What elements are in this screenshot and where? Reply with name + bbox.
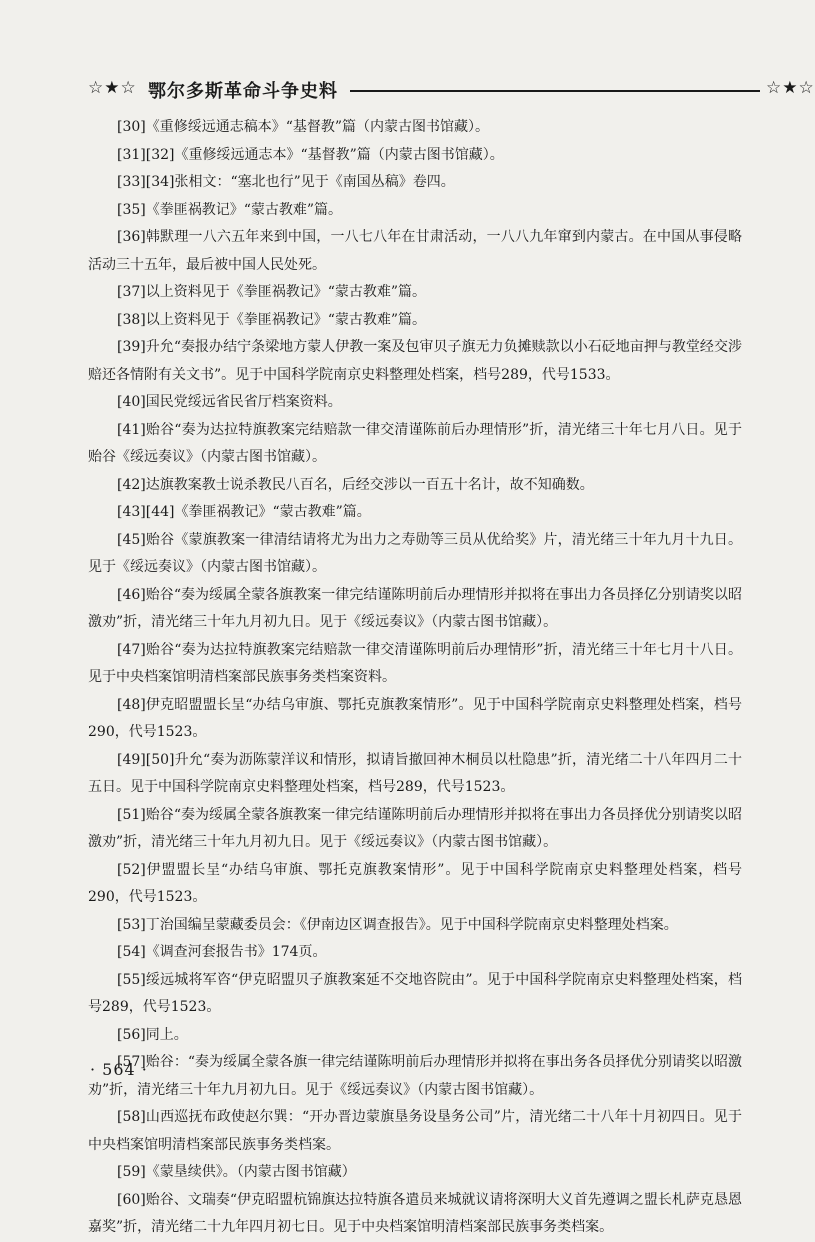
endnote: [37]以上资料见于《拳匪祸教记》“蒙古教难”篇。 bbox=[117, 284, 427, 300]
endnotes-list bbox=[88, 114, 742, 1242]
endnote: [55]绥远城将军咨“伊克昭盟贝子旗教案延不交地咨院由”。见于中国科学院南京史料整理处档案，档号289，代号1523。 bbox=[88, 971, 742, 1015]
endnote: [52]伊盟盟长呈“办结乌审旗、鄂托克旗教案情形”。见于中国科学院南京史料整理处档案，档号290，代号1523。 bbox=[88, 861, 742, 905]
endnote: [41]贻谷“奏为达拉特旗教案完结赔款一律交清谨陈前后办理情形”折，清光绪三十年七月八日。见于贻谷《绥远奏议》（内蒙古图书馆藏）。 bbox=[88, 421, 742, 465]
star-ornament-left-icon: ☆★☆ bbox=[88, 78, 137, 98]
endnote: [59]《蒙垦续供》。（内蒙古图书馆藏） bbox=[117, 1164, 356, 1180]
endnote: [36]韩默理一八六五年来到中国，一八七八年在甘肃活动，一八八九年窜到内蒙古。在中国从事侵略活动三十五年，最后被中国人民处死。 bbox=[88, 229, 742, 273]
header-title: 鄂尔多斯革命斗争史料 bbox=[148, 81, 338, 102]
endnote: [60]贻谷、文瑞奏“伊克昭盟杭锦旗达拉特旗各遣员来城就议请将深明大义首先遵调之盟长札萨克恳恩嘉奖”折，清光绪二十九年四月初七日。见于中央档案馆明清档案部民族事务类档案。 bbox=[88, 1191, 742, 1235]
header-rule bbox=[350, 90, 760, 92]
endnote: [51]贻谷“奏为绥属全蒙各旗教案一律完结谨陈明前后办理情形并拟将在事出力各员择优分别请奖以昭激劝”折，清光绪三十年九月初九日。见于《绥远奏议》（内蒙古图书馆藏）。 bbox=[88, 806, 742, 850]
endnote: [46]贻谷“奏为绥属全蒙各旗教案一律完结谨陈明前后办理情形并拟将在事出力各员择亿分别请奖以昭激劝”折，清光绪三十年九月初九日。见于《绥远奏议》（内蒙古图书馆藏）。 bbox=[88, 586, 742, 630]
endnote: [33][34]张相文：“塞北也行”见于《南国丛稿》卷四。 bbox=[117, 174, 455, 190]
endnote: [47]贻谷“奏为达拉特旗教案完结赔款一律交清谨陈明前后办理情形”折，清光绪三十年七月十八日。见于中央档案馆明清档案部民族事务类档案资料。 bbox=[88, 641, 742, 685]
endnote: [54]《调查河套报告书》174页。 bbox=[117, 944, 327, 960]
endnote: [31][32]《重修绥远通志本》“基督教”篇（内蒙古图书馆藏）。 bbox=[117, 146, 504, 163]
page-number: · 564 · bbox=[90, 1060, 148, 1079]
running-header bbox=[88, 76, 815, 106]
endnote: [58]山西巡抚布政使赵尔巽：“开办晋边蒙旗垦务设垦务公司”片，清光绪二十八年十月初四日。见于中央档案馆明清档案部民族事务类档案。 bbox=[88, 1109, 742, 1153]
endnote: [56]同上。 bbox=[117, 1026, 188, 1043]
endnote: [48]伊克昭盟盟长呈“办结乌审旗、鄂托克旗教案情形”。见于中国科学院南京史料整理处档案，档号290，代号1523。 bbox=[88, 696, 742, 740]
endnote: [43][44]《拳匪祸教记》“蒙古教难”篇。 bbox=[117, 504, 371, 520]
endnote: [45]贻谷《蒙旗教案一律清结请将尤为出力之寿勋等三员从优给奖》片，清光绪三十年九月十九日。见于《绥远奏议》（内蒙古图书馆藏）。 bbox=[88, 531, 742, 575]
endnote: [38]以上资料见于《拳匪祸教记》“蒙古教难”篇。 bbox=[117, 311, 427, 328]
star-ornament-right-icon: ☆★☆ bbox=[766, 78, 815, 98]
endnote: [53]丁治国编呈蒙藏委员会：《伊南边区调查报告》。见于中国科学院南京史料整理处档案。 bbox=[117, 916, 678, 933]
endnote: [57]贻谷：“奏为绥属全蒙各旗一律完结谨陈明前后办理情形并拟将在事出务各员择优分别请奖以昭激劝”折，清光绪三十年九月初九日。见于《绥远奏议》（内蒙古图书馆藏）。 bbox=[88, 1054, 742, 1098]
endnote: [35]《拳匪祸教记》“蒙古教难”篇。 bbox=[117, 201, 343, 218]
endnote: [49][50]升允“奏为沥陈蒙洋议和情形，拟请旨撤回神木桐员以杜隐患”折，清光绪二十八年四月二十五日。见于中国科学院南京史料整理处档案，档号289，代号1523。 bbox=[88, 751, 742, 795]
endnote: [42]达旗教案教士说杀教民八百名，后经交涉以一百五十名计，故不知确数。 bbox=[117, 476, 594, 493]
endnote: [30]《重修绥远通志稿本》“基督教”篇（内蒙古图书馆藏）。 bbox=[117, 119, 490, 135]
endnote: [39]升允“奏报办结宁条梁地方蒙人伊教一案及包审贝子旗无力负摊赎款以小石砭地亩押与教堂经交涉赔还各情附有关文书”。见于中国科学院南京史料整理处档案，档号289，代号1533。 bbox=[88, 339, 742, 383]
endnote: [40]国民党绥远省民省厅档案资料。 bbox=[117, 394, 342, 410]
